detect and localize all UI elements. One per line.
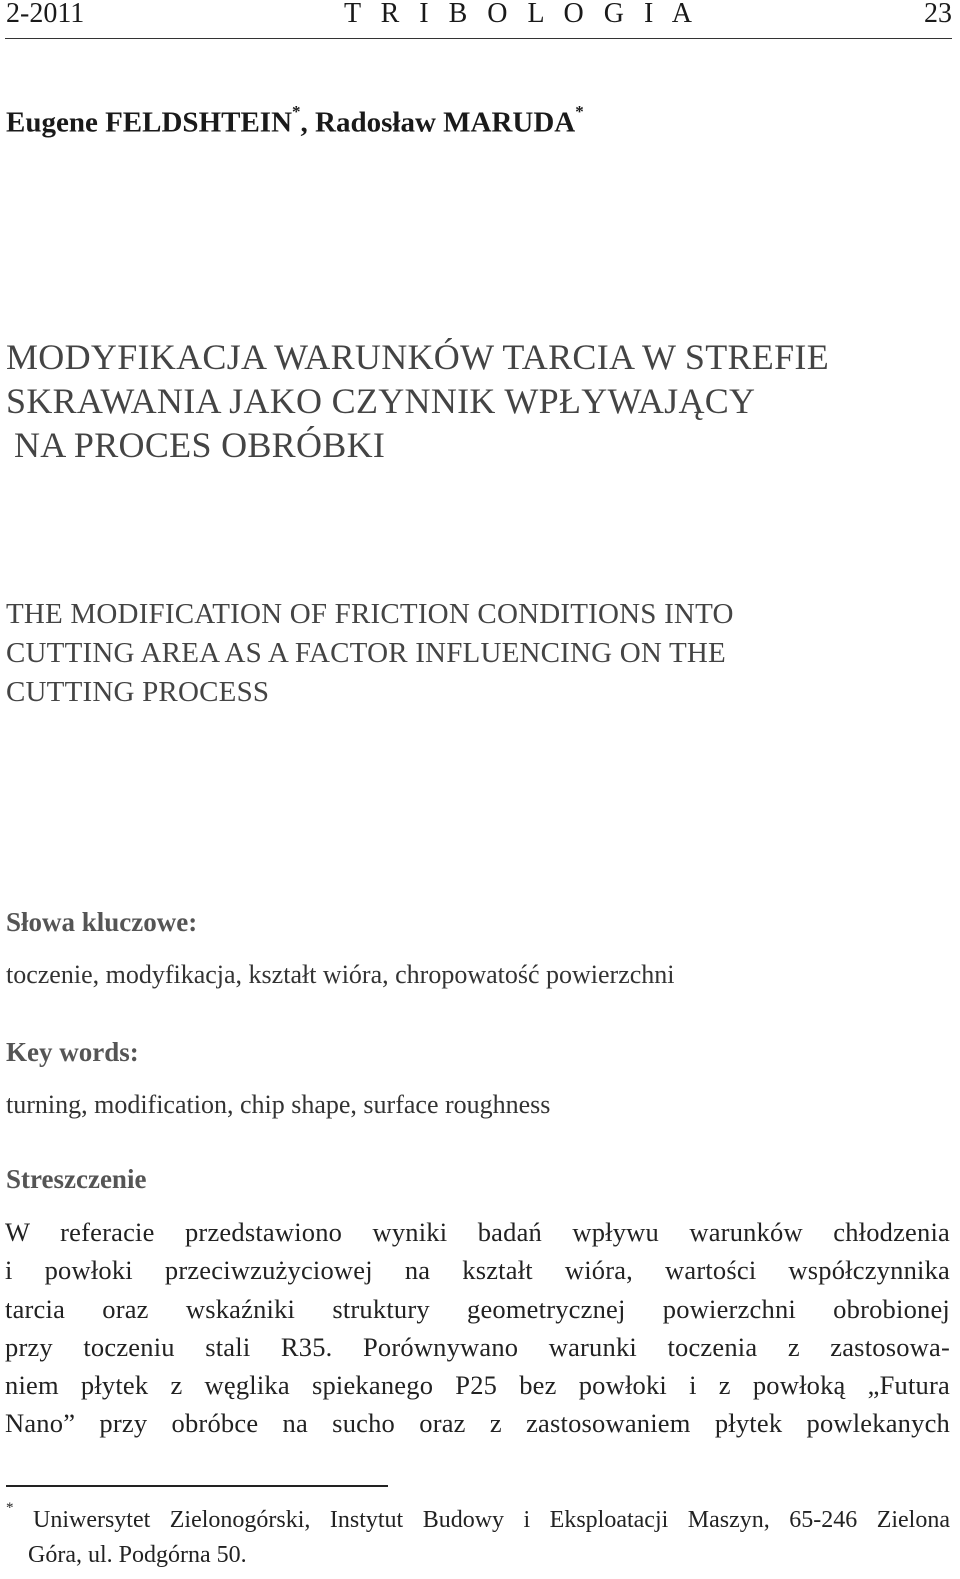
header-rule [5, 38, 952, 39]
author-name: Eugene FELDSHTEIN [6, 106, 293, 139]
title-en-line: THE MODIFICATION OF FRICTION CONDITIONS INTO [6, 598, 734, 630]
footnote-line: Góra, ul. Podgórna 50. [28, 1542, 247, 1568]
title-pl-line: NA PROCES OBRÓBKI [14, 425, 386, 465]
abstract-line: przy toczeniu stali R35. Porównywano warunki toczenia z zastosowa- [5, 1331, 950, 1362]
abstract-line: niem płytek z węglika spiekanego P25 bez powłoki i z powłoką „Futura [5, 1370, 950, 1401]
abstract-heading: Streszczenie [6, 1164, 147, 1194]
abstract-line: W referacie przedstawiono wyniki badań wpływu warunków chłodzenia [5, 1217, 950, 1247]
keywords-pl-text: toczenie, modyfikacja, kształt wióra, chropowatość powierzchni [6, 960, 675, 989]
keywords-pl-heading: Słowa kluczowe: [6, 907, 198, 937]
affiliation-mark: * [292, 102, 301, 121]
title-pl-line: MODYFIKACJA WARUNKÓW TARCIA W STREFIE [6, 337, 829, 377]
author-name: Radosław MARUDA [315, 106, 576, 139]
author-line [6, 102, 584, 140]
footnote-line [6, 1497, 950, 1538]
journal-issue: 2-2011 [6, 0, 85, 29]
abstract-body [5, 1213, 950, 1443]
footnote [6, 1497, 950, 1573]
keywords-en-heading: Key words: [6, 1037, 139, 1067]
footnote-mark: * [6, 1500, 14, 1516]
abstract-line: tarcia oraz wskaźniki struktury geometrycznej powierzchni obrobionej [5, 1293, 950, 1324]
abstract-line: Nano” przy obróbce na sucho oraz z zastosowaniem płytek powlekanych [5, 1408, 950, 1439]
footnote-rule [6, 1485, 388, 1487]
abstract-line: i powłoki przeciwzużyciowej na kształt wióra, wartości współczynnika [5, 1255, 950, 1286]
author-separator: , [300, 106, 316, 139]
footnote-affiliation: Uniwersytet Zielonogórski, Instytut Budowy i Eksploatacji Maszyn, 65-246 Zielona [32, 1507, 951, 1533]
affiliation-mark: * [575, 102, 584, 121]
title-pl-line: SKRAWANIA JAKO CZYNNIK WPŁYWAJĄCY [6, 381, 756, 421]
keywords-en-text: turning, modification, chip shape, surface roughness [6, 1090, 551, 1119]
title-en-line: CUTTING PROCESS [6, 676, 270, 708]
page-number: 23 [924, 0, 952, 29]
journal-name: T R I B O L O G I A [344, 0, 699, 29]
title-en-line: CUTTING AREA AS A FACTOR INFLUENCING ON THE [6, 637, 726, 669]
